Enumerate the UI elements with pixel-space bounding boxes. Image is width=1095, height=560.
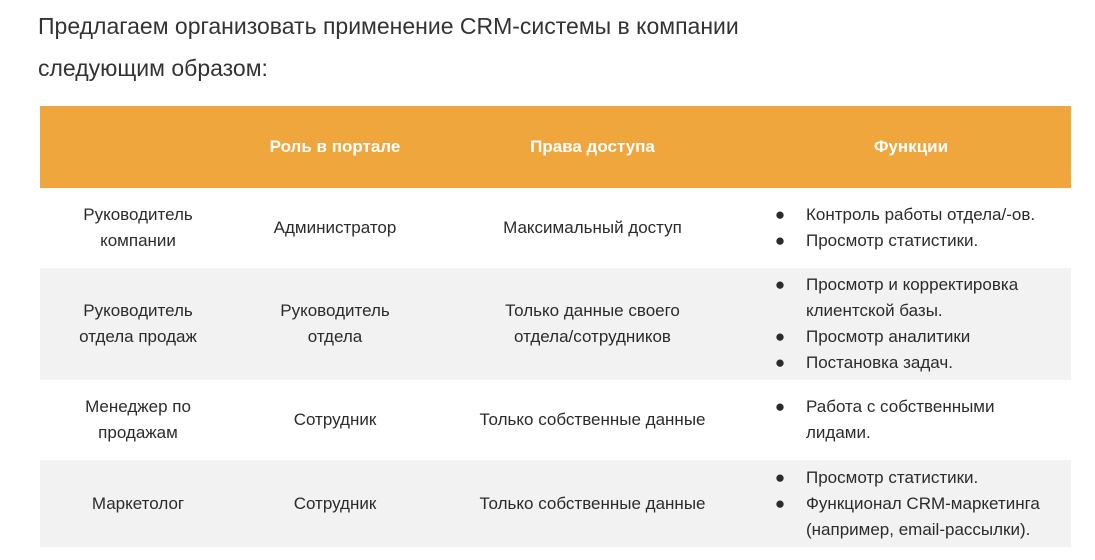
list-item	[773, 324, 1071, 350]
table-row	[40, 268, 1071, 380]
crm-roles-table	[40, 106, 1071, 547]
cell-text: Руководитель	[83, 205, 193, 224]
cell-position	[40, 491, 236, 517]
item-text: лидами.	[806, 423, 871, 442]
table-row	[40, 460, 1071, 547]
cell-position	[40, 298, 236, 350]
cell-text: Руководитель	[83, 301, 193, 320]
cell-text: Руководитель	[280, 301, 390, 320]
bullet-icon: ●	[774, 353, 786, 372]
cell-functions	[751, 465, 1071, 543]
bullet-icon: ●	[774, 327, 786, 346]
list-item	[773, 491, 1071, 543]
item-text: Просмотр аналитики	[806, 327, 971, 346]
cell-text: Маркетолог	[91, 493, 185, 513]
item-text: Работа с собственными	[806, 397, 995, 416]
item-text: Контроль работы отдела/-ов.	[806, 205, 1036, 224]
table-row	[40, 380, 1071, 460]
cell-role	[236, 215, 434, 241]
heading-line-1: Предлагаем организовать применение CRM-системы в компании	[38, 13, 739, 39]
bullet-icon: ●	[774, 275, 786, 294]
cell-text: Максимальный доступ	[503, 218, 682, 237]
bullet-icon: ●	[774, 231, 786, 250]
cell-functions	[751, 272, 1071, 376]
cell-access	[434, 215, 751, 241]
item-text: Просмотр и корректировка	[806, 275, 1019, 294]
cell-access	[434, 298, 751, 350]
bullet-icon: ●	[774, 397, 786, 416]
bullet-icon: ●	[774, 467, 786, 487]
list-item	[773, 228, 1071, 254]
item-text: Функционал CRM-маркетинга	[806, 493, 1040, 513]
cell-role	[236, 298, 434, 350]
cell-functions	[751, 394, 1071, 446]
list-item	[773, 272, 1071, 324]
cell-text: Менеджер по	[85, 397, 191, 416]
cell-position	[40, 202, 236, 254]
cell-position	[40, 394, 236, 446]
list-item	[773, 394, 1071, 446]
cell-text: Только данные своего	[505, 301, 680, 320]
cell-role	[236, 407, 434, 433]
list-item	[773, 465, 1071, 491]
cell-role	[236, 491, 434, 517]
cell-access	[434, 491, 751, 517]
cell-text: Администратор	[273, 218, 397, 237]
cell-text: Сотрудник	[293, 493, 377, 513]
cell-text: Сотрудник	[293, 410, 377, 429]
functions-list	[773, 272, 1071, 376]
item-text: Просмотр статистики.	[806, 467, 979, 487]
page-heading	[38, 5, 1038, 89]
cell-text: Только собственные данные	[479, 493, 706, 513]
list-item	[773, 350, 1071, 376]
bullet-icon: ●	[774, 205, 786, 224]
functions-list	[773, 465, 1071, 543]
cell-text: отдела/сотрудников	[514, 327, 671, 346]
item-text: клиентской базы.	[806, 301, 943, 320]
item-text: Постановка задач.	[806, 353, 953, 372]
table-header-row	[40, 106, 1071, 188]
cell-functions	[751, 202, 1071, 254]
header-cell-access: Права доступа	[530, 137, 655, 156]
list-item	[773, 202, 1071, 228]
cell-text: продажам	[98, 423, 178, 442]
bullet-icon: ●	[774, 493, 786, 513]
cell-text: отдела	[307, 327, 363, 346]
item-text: (например, email-рассылки).	[806, 519, 1031, 539]
header-cell-functions: Функции	[873, 137, 949, 156]
cell-access	[434, 407, 751, 433]
cell-text: отдела продаж	[79, 327, 197, 346]
item-text: Просмотр статистики.	[806, 231, 979, 250]
functions-list	[773, 394, 1071, 446]
table-row	[40, 188, 1071, 268]
cell-text: Только собственные данные	[479, 410, 706, 429]
functions-list	[773, 202, 1071, 254]
heading-line-2: следующим образом:	[38, 55, 268, 81]
cell-text: компании	[100, 231, 176, 250]
header-cell-role: Роль в портале	[269, 137, 401, 156]
